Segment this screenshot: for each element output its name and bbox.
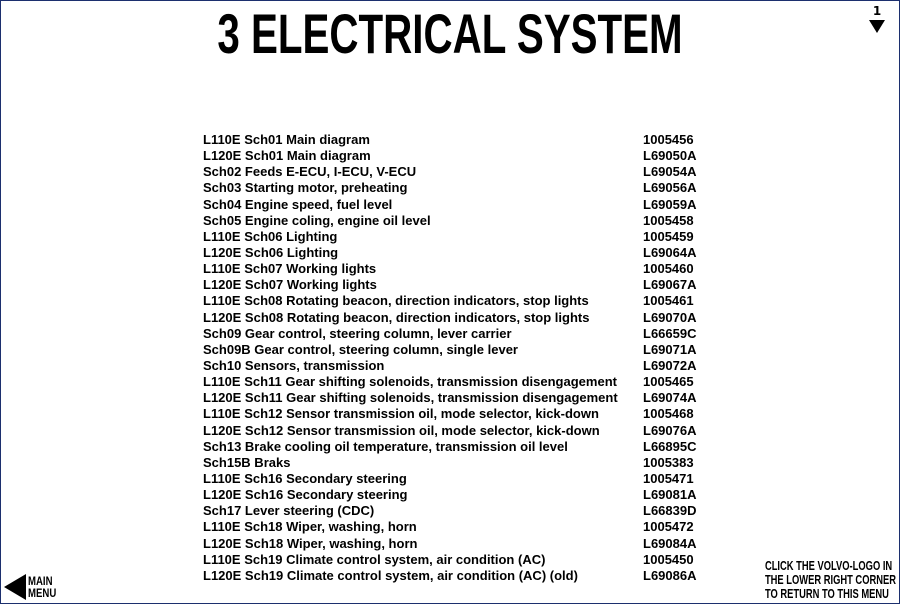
document-title-link[interactable]: L120E Sch08 Rotating beacon, direction indicators, stop lights [203,309,590,325]
document-row[interactable] [203,519,723,535]
document-title-link[interactable]: Sch03 Starting motor, preheating [203,180,408,196]
return-instructions-line1: CLICK THE VOLVO-LOGO IN [764,558,893,573]
page-navigation[interactable] [867,4,887,33]
main-menu-label-line1[interactable]: MAIN [28,574,53,588]
page-number: 1 [872,4,882,18]
document-title-link[interactable]: L110E Sch11 Gear shifting solenoids, transmission disengagement [203,374,617,390]
document-row[interactable] [203,390,723,406]
document-row[interactable] [203,568,723,584]
document-title-link[interactable]: L120E Sch12 Sensor transmission oil, mode selector, kick-down [203,422,600,438]
triangle-down-icon[interactable] [869,20,885,33]
document-code: 1005460 [643,261,694,277]
main-menu-button[interactable] [4,574,63,600]
document-title-link[interactable]: Sch05 Engine coling, engine oil level [203,212,431,228]
document-row[interactable] [203,132,723,148]
document-row[interactable] [203,471,723,487]
document-title-link[interactable]: L110E Sch19 Climate control system, air condition (AC) [203,551,546,567]
document-row[interactable] [203,439,723,455]
document-title-link[interactable]: Sch13 Brake cooling oil temperature, transmission oil level [203,438,568,454]
document-row[interactable] [203,358,723,374]
document-row[interactable] [203,342,723,358]
document-code: L69050A [643,148,697,164]
document-title-link[interactable]: Sch04 Engine speed, fuel level [203,196,393,212]
document-title-link[interactable]: L110E Sch16 Secondary steering [203,470,407,486]
return-instructions [765,559,896,601]
document-row[interactable] [203,293,723,309]
document-row[interactable] [203,552,723,568]
document-row[interactable] [203,503,723,519]
document-title-link[interactable]: L120E Sch11 Gear shifting solenoids, transmission disengagement [203,390,618,406]
document-row[interactable] [203,487,723,503]
document-row[interactable] [203,261,723,277]
document-title-link[interactable]: Sch17 Lever steering (CDC) [203,503,375,519]
document-code: L69054A [643,164,697,180]
document-title-link[interactable]: Sch02 Feeds E-ECU, I-ECU, V-ECU [203,164,417,180]
document-title-link[interactable]: Sch09B Gear control, steering column, single lever [203,341,518,357]
return-instructions-line2: THE LOWER RIGHT CORNER [764,572,896,587]
document-title-link[interactable]: Sch10 Sensors, transmission [203,357,385,373]
document-row[interactable] [203,197,723,213]
document-title-link[interactable]: L120E Sch07 Working lights [203,277,377,293]
document-row[interactable] [203,423,723,439]
document-code: L69081A [643,487,697,503]
document-code: L66839D [643,503,697,519]
document-code: L69072A [643,357,697,373]
document-code: L69056A [643,180,697,196]
document-row[interactable] [203,455,723,471]
main-menu-label[interactable] [28,575,56,599]
page-title: 3 ELECTRICAL SYSTEM [217,2,683,65]
document-row[interactable] [203,277,723,293]
document-row[interactable] [203,229,723,245]
triangle-left-icon[interactable] [4,574,26,600]
document-row[interactable] [203,374,723,390]
document-code: 1005471 [643,470,694,486]
document-code: 1005456 [643,132,694,147]
return-instructions-line3: TO RETURN TO THIS MENU [764,586,889,601]
document-row[interactable] [203,245,723,261]
document-title-link[interactable]: L110E Sch07 Working lights [203,261,377,277]
document-code: 1005472 [643,519,694,535]
document-code: 1005383 [643,454,694,470]
document-code: L69074A [643,390,697,406]
document-row[interactable] [203,536,723,552]
document-code: L69064A [643,244,697,260]
document-code: L69086A [643,567,697,583]
document-code: L69067A [643,277,697,293]
document-title-link[interactable]: Sch09 Gear control, steering column, lever carrier [203,325,512,341]
document-row[interactable] [203,326,723,342]
document-code: L66659C [643,325,697,341]
document-code: L69084A [643,535,697,551]
document-title-link[interactable]: Sch15B Braks [203,454,291,470]
main-menu-label-line2[interactable]: MENU [28,586,57,600]
document-title-link[interactable]: L120E Sch18 Wiper, washing, horn [203,535,418,551]
document-title-link[interactable]: L120E Sch06 Lighting [203,244,339,260]
document-code: L69070A [643,309,697,325]
document-code: 1005459 [643,228,694,244]
document-code: 1005461 [643,293,694,309]
document-row[interactable] [203,406,723,422]
document-code: 1005465 [643,374,694,390]
document-row[interactable] [203,213,723,229]
document-row[interactable] [203,310,723,326]
document-title-link[interactable]: L110E Sch06 Lighting [203,228,338,244]
document-title-link[interactable]: L120E Sch01 Main diagram [203,148,371,164]
document-code: L69076A [643,422,697,438]
document-code: L69059A [643,196,697,212]
document-row[interactable] [203,148,723,164]
document-title-link[interactable]: L110E Sch01 Main diagram [203,132,370,147]
document-list [203,132,723,584]
document-code: 1005468 [643,406,694,422]
document-code: 1005450 [643,551,694,567]
document-title-link[interactable]: L110E Sch08 Rotating beacon, direction indicators, stop lights [203,293,589,309]
document-row[interactable] [203,164,723,180]
document-code: 1005458 [643,212,694,228]
document-title-link[interactable]: L120E Sch19 Climate control system, air condition (AC) (old) [203,567,578,583]
document-title-link[interactable]: L120E Sch16 Secondary steering [203,487,408,503]
document-title-link[interactable]: L110E Sch12 Sensor transmission oil, mode selector, kick-down [203,406,599,422]
document-code: L69071A [643,341,697,357]
document-title-link[interactable]: L110E Sch18 Wiper, washing, horn [203,519,417,535]
document-row[interactable] [203,180,723,196]
document-code: L66895C [643,438,697,454]
